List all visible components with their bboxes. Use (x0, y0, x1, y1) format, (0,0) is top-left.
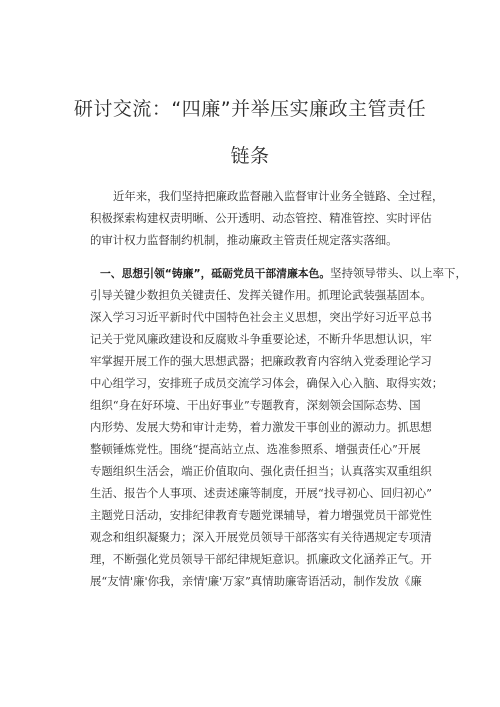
paragraph-line (90, 592, 418, 614)
paragraph-line: 引导关键少数担负关键责任、发挥关键作用。抓理论武装强基固本。 (90, 288, 432, 302)
section-heading-continuation: 坚持领导带头、以上率下， (330, 266, 467, 280)
paragraph-line: 专题组织生活会，端正价值取向、强化责任担当；认真落实双重组织 (90, 464, 432, 478)
paragraph-line: 组织“身在好环境、干出好事业”专题教育，深刻领会国际态势、国 (90, 398, 421, 412)
paragraph-line: 记关于党风廉政建设和反腐败斗争重要论述，不断升华思想认识，牢 (90, 332, 432, 346)
paragraph-line (90, 614, 418, 636)
paragraph-line: 生活、报告个人事项、述责述廉等制度，开展“找寻初心、回归初心” (90, 486, 432, 500)
document-title-line-2: 链条 (230, 145, 270, 167)
section-heading: 一、思想引领“铸廉”，砥砺党员干部清廉本色。 (100, 267, 331, 280)
paragraph-intro (90, 185, 444, 251)
paragraph-line: 内形势、发展大势和审计走势，着力激发干事创业的源动力。抓思想 (90, 420, 432, 434)
paragraph-intro-line: 近年来，我们坚持把廉政监督融入监督审计业务全链路、全过程， (113, 189, 444, 203)
paragraph-line: 牢掌握开展工作的强大思想武器；把廉政教育内容纳入党委理论学习 (90, 354, 432, 368)
paragraph-line: 主题党日活动，安排纪律教育专题党课辅导，着力增强党员干部党性 (90, 508, 432, 522)
paragraph-line: 理，不断强化党员领导干部纪律规矩意识。抓廉政文化涵养正气。开 (90, 552, 432, 566)
paragraph-intro-line: 积极探索构建权责明晰、公开透明、动态管控、精准管控、实时评估 (90, 211, 432, 225)
paragraph-line: 整顿锤炼党性。围绕“提高站立点、选准参照系、增强责任心”开展 (90, 442, 421, 456)
paragraph-section-one (90, 262, 467, 636)
paragraph-line: 观念和组织凝聚力；深入开展党员领导干部落实有关待遇规定专项清 (90, 530, 432, 544)
paragraph-line: 中心组学习，安排班子成员交流学习体会，确保入心入脑、取得实效； (90, 376, 444, 390)
paragraph-line: 展“友情'廉'你我，亲情'廉'万家”真情助廉寄语活动，制作发放《廉 (90, 574, 422, 588)
document-title-line-1: 研讨交流：“四廉”并举压实廉政主管责任 (73, 98, 427, 120)
paragraph-section-one-first-line (90, 262, 467, 284)
paragraph-intro-line: 的审计权力监督制约机制，推动廉政主管责任规定落实落细。 (90, 233, 398, 247)
paragraph-line: 深入学习习近平新时代中国特色社会主义思想，突出学好习近平总书 (90, 310, 432, 324)
